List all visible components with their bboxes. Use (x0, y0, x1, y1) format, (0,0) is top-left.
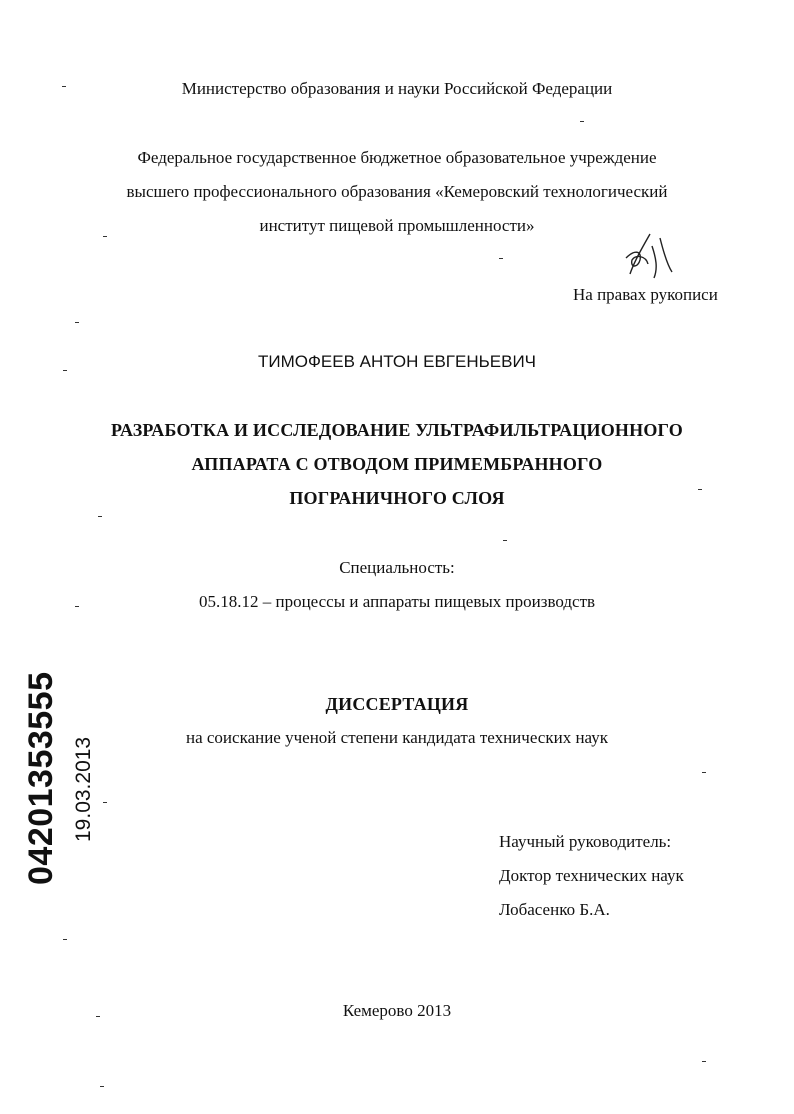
institution-line-3: институт пищевой промышленности» (259, 216, 535, 235)
scan-speck (75, 322, 79, 323)
scan-speck (499, 258, 503, 259)
stamp-number: 04201353555 (22, 671, 60, 885)
scan-speck (580, 121, 584, 122)
scan-speck (103, 802, 107, 803)
city-year: Кемерово 2013 (342, 1001, 452, 1020)
specialty-value: 05.18.12 – процессы и аппараты пищевых производств (198, 592, 596, 611)
scan-speck (100, 1086, 104, 1087)
scan-speck (503, 540, 507, 541)
dissertation-subtitle: на соискание ученой степени кандидата технических наук (185, 728, 608, 747)
manuscript-note: На правах рукописи (573, 285, 718, 304)
scan-speck (702, 1061, 706, 1062)
scan-speck (96, 1016, 100, 1017)
signature-mark (612, 228, 682, 288)
dissertation-heading: ДИССЕРТАЦИЯ (325, 694, 469, 714)
scan-speck (63, 939, 67, 940)
supervisor-degree: Доктор технических наук (499, 866, 684, 885)
scan-speck (63, 370, 67, 371)
scan-speck (702, 772, 706, 773)
stamp-date: 19.03.2013 (72, 736, 95, 842)
ministry-line: Министерство образования и науки Российской Федерации (181, 79, 613, 98)
institution-line-1: Федеральное государственное бюджетное образовательное учреждение (137, 148, 657, 167)
supervisor-label: Научный руководитель: (499, 832, 672, 851)
scan-speck (98, 516, 102, 517)
author-name: ТИМОФЕЕВ АНТОН ЕВГЕНЬЕВИЧ (258, 352, 536, 371)
supervisor-name: Лобасенко Б.А. (499, 900, 610, 919)
institution-line-2: высшего профессионального образования «Кемеровский технологический (126, 182, 668, 201)
specialty-label: Специальность: (339, 558, 455, 577)
title-line-3: ПОГРАНИЧНОГО СЛОЯ (289, 488, 505, 508)
title-line-2: АППАРАТА С ОТВОДОМ ПРИМЕМБРАННОГО (191, 454, 603, 474)
scan-speck (75, 606, 79, 607)
scan-speck (103, 236, 107, 237)
title-line-1: РАЗРАБОТКА И ИССЛЕДОВАНИЕ УЛЬТРАФИЛЬТРАЦИОННОГО (111, 420, 683, 440)
scan-speck (62, 86, 66, 87)
scan-speck (698, 489, 702, 490)
